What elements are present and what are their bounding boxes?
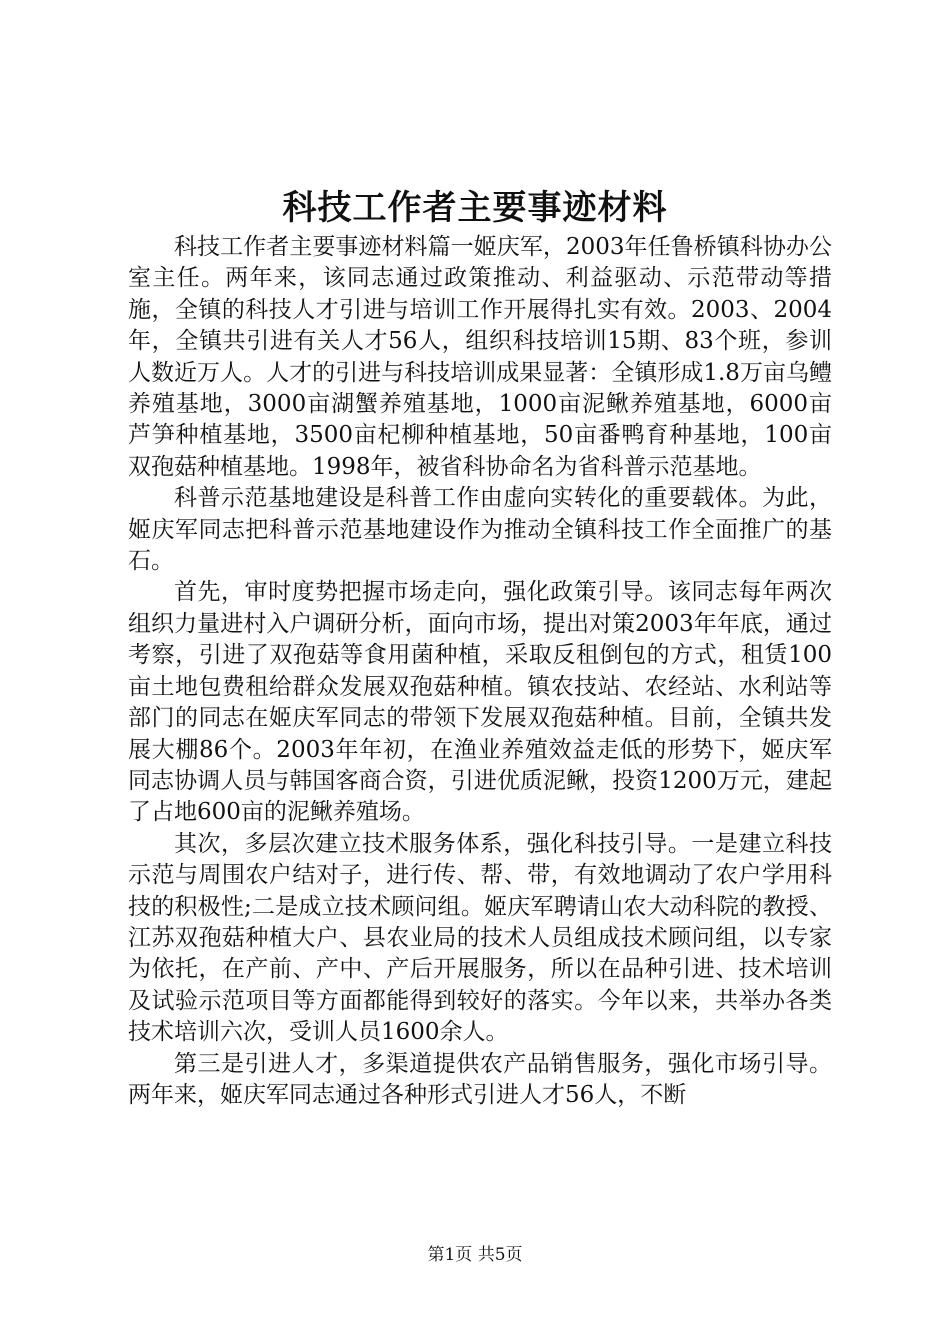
- document-body: [128, 232, 832, 1111]
- page-footer: 第1页 共5页: [427, 1245, 523, 1265]
- paragraph: 科普示范基地建设是科普工作由虚向实转化的重要载体。为此，姬庆军同志把科普示范基地建设作为推动全镇科技工作全面推广的基石。: [128, 485, 832, 575]
- paragraph: 其次，多层次建立技术服务体系，强化科技引导。一是建立科技示范与周围农户结对子，进行传、帮、带，有效地调动了农户学用科技的积极性;二是成立技术顾问组。姬庆军聘请山农大动科院的教授、江苏双孢菇种植大户、县农业局的技术人员组成技术顾问组，以专家为依托，在产前、产中、产后开展服务，所以在品种引进、技术培训及试验示范项目等方面都能得到较好的落实。今年以来，共举办各类技术培训六次，受训人员1600余人。: [128, 830, 832, 1046]
- paragraph: 首先，审时度势把握市场走向，强化政策引导。该同志每年两次组织力量进村入户调研分析，面向市场，提出对策2003年年底，通过考察，引进了双孢菇等食用菌种植，采取反租倒包的方式，租赁100亩土地包费租给群众发展双孢菇种植。镇农技站、农经站、水利站等部门的同志在姬庆军同志的带领下发展双孢菇种植。目前，全镇共发展大棚86个。2003年年初，在渔业养殖效益走低的形势下，姬庆军同志协调人员与韩国客商合资，引进优质泥鳅，投资1200万元，建起了占地600亩的泥鳅养殖场。: [128, 579, 832, 826]
- paragraph: 第三是引进人才，多渠道提供农产品销售服务，强化市场引导。两年来，姬庆军同志通过各种形式引进人才56人，不断: [128, 1050, 832, 1108]
- document-title: 科技工作者主要事迹材料: [282, 188, 668, 228]
- paragraph: 科技工作者主要事迹材料篇一姬庆军，2003年任鲁桥镇科协办公室主任。两年来，该同志通过政策推动、利益驱动、示范带动等措施，全镇的科技人才引进与培训工作开展得扎实有效。2003、2004年，全镇共引进有关人才56人，组织科技培训15期、83个班，参训人数近万人。人才的引进与科技培训成果显著：全镇形成1.8万亩乌鳢养殖基地，3000亩湖蟹养殖基地，1000亩泥鳅养殖基地，6000亩芦笋种植基地，3500亩杞柳种植基地，50亩番鸭育种基地，100亩双孢菇种植基地。1998年，被省科协命名为省科普示范基地。: [128, 234, 832, 480]
